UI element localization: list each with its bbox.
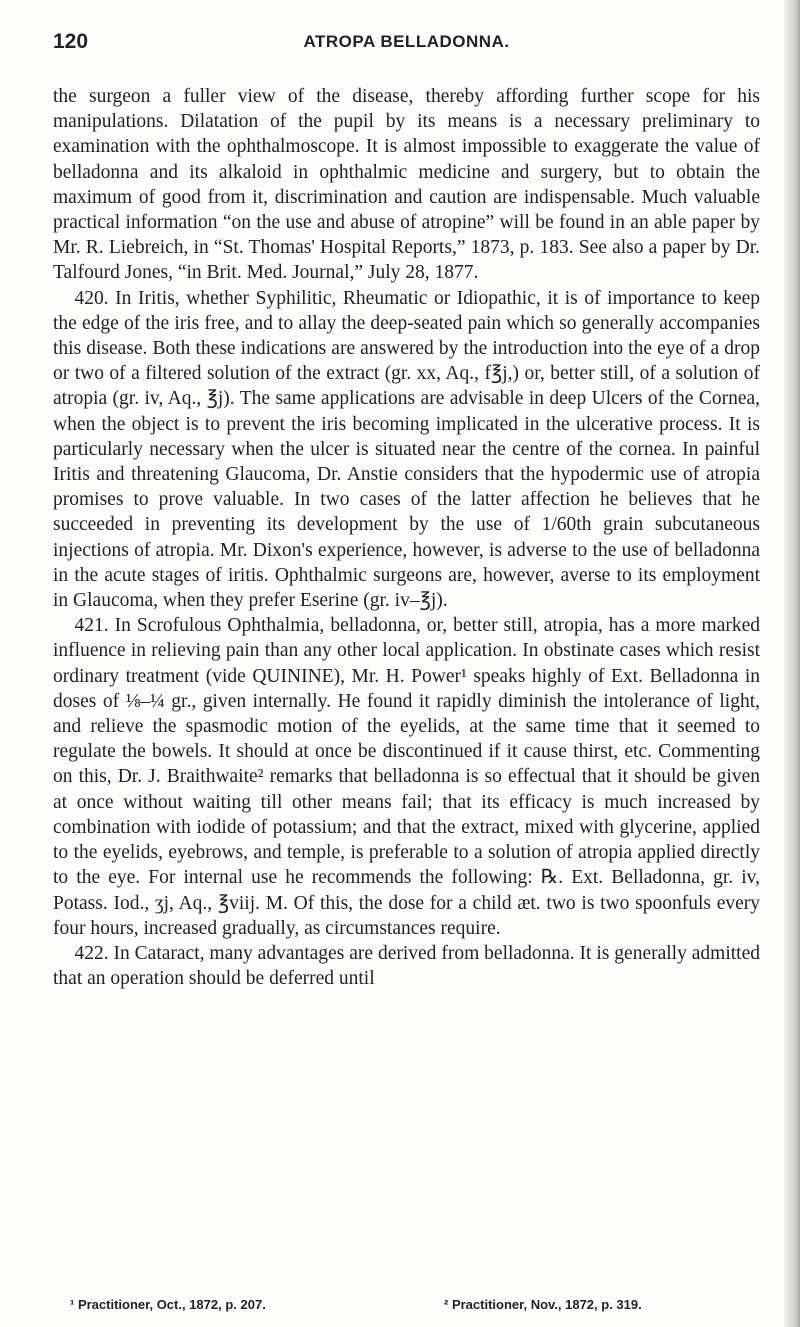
paragraph-continued: the surgeon a fuller view of the disease, thereby affording further scope for his manipulations. Dilatation of the pupil by its means is a necessary preliminary to examination with the ophthalmoscope. It is almost impossible to exaggerate the value of belladonna and its alkaloid in ophthalmic medicine and surgery, but to obtain the maximum of good from it, discrimination and caution are indispensable. Much valuable practical information “on the use and abuse of atropine” will be found in an able paper by Mr. R. Liebreich, in “St. Thomas' Hospital Reports,” 1873, p. 183. See also a paper by Dr. Talfourd Jones, “in Brit. Med. Journal,” July 28, 1877. — [53, 86, 760, 284]
paragraph-421-scrofulous-ophthalmia: 421. In Scrofulous Ophthalmia, belladonna, or, better still, atropia, has a more marked influence in relieving pain than any other local application. In obstinate cases which resist ordinary treatment (vide QUININE), Mr. H. Power¹ speaks highly of Ext. Belladonna in doses of ⅛–¼ gr., given internally. He found it rapidly diminish the intolerance of light, and relieve the spasmodic motion of the eyelids, at the same time that it seemed to regulate the bowels. It should at once be discontinued if it cause thirst, etc. Commenting on this, Dr. J. Braithwaite² remarks that belladonna is so effectual that it should be given at once without waiting till other means fail; that its efficacy is much increased by combination with iodide of potassium; and that the extract, mixed with glycerine, applied to the eyelids, eyebrows, and temple, is preferable to a solution of atropia applied directly to the eye. For internal use he recommends the following: ℞. Ext. Belladonna, gr. iv, Potass. Iod., ʒj, Aq., ℥viij. M. Of this, the dose for a child æt. two is two spoonfuls every four hours, increased gradually, as circumstances require. — [53, 615, 760, 939]
running-title: ATROPA BELLADONNA. — [303, 32, 510, 51]
footnote-2: ² Practitioner, Nov., 1872, p. 319. — [444, 1297, 642, 1312]
paragraph-420-iritis: 420. In Iritis, whether Syphilitic, Rheumatic or Idiopathic, it is of importance to keep the edge of the iris free, and to allay the deep-seated pain which so generally accompanies this disease. Both these indications are answered by the introduction into the eye of a drop or two of a filtered solution of the extract (gr. xx, Aq., f℥j,) or, better still, of a solution of atropia (gr. iv, Aq., ℥j). The same applications are advisable in deep Ulcers of the Cornea, when the object is to prevent the iris becoming implicated in the ulcerative process. It is particularly necessary when the ulcer is situated near the centre of the cornea. In painful Iritis and threatening Glaucoma, Dr. Anstie considers that the hypodermic use of atropia promises to prove valuable. In two cases of the latter affection he believes that he succeeded in preventing its development by the use of 1/60th grain subcutaneous injections of atropia. Mr. Dixon's experience, however, is adverse to the use of belladonna in the acute stages of iritis. Ophthalmic surgeons are, however, averse to its employment in Glaucoma, when they prefer Eserine (gr. iv–℥j). — [53, 287, 760, 612]
footnote-1: ¹ Practitioner, Oct., 1872, p. 207. — [70, 1297, 266, 1312]
page-number: 120 — [53, 30, 89, 53]
paragraph-422-cataract: 422. In Cataract, many advantages are derived from belladonna. It is generally admitted that an operation should be deferred until — [53, 942, 760, 990]
page-header — [53, 30, 760, 56]
page-edge-shadow — [784, 0, 800, 1327]
body-text — [53, 84, 760, 991]
footnotes — [70, 1297, 760, 1317]
